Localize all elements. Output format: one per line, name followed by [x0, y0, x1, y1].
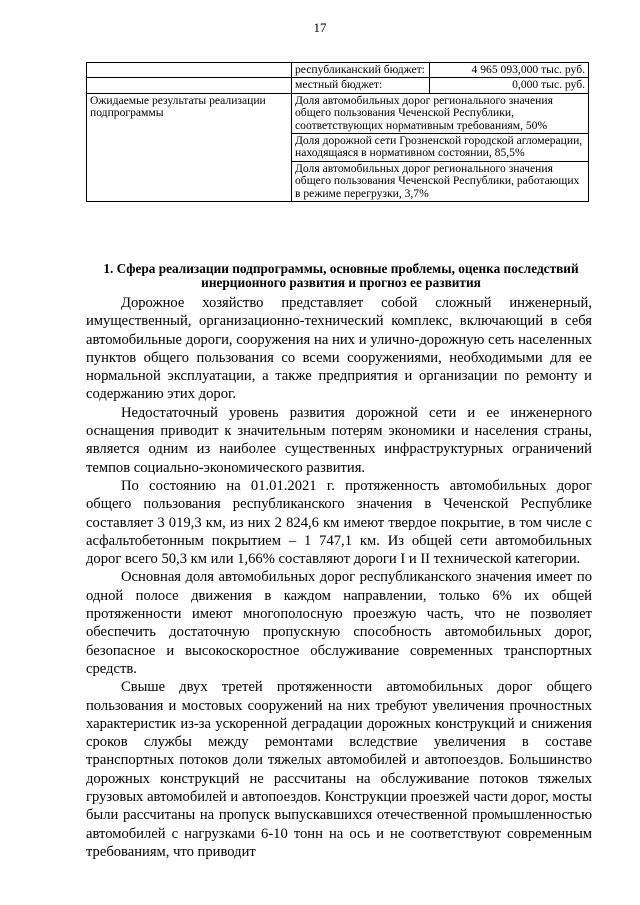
table-row — [87, 78, 589, 93]
funding-source: местный бюджет: — [292, 78, 430, 93]
paragraph: По состоянию на 01.01.2021 г. протяженность автомобильных дорог общего пользования республиканского значения в Чеченской Республике составляет 3 019,3 км, из них 2 824,6 км имеют твердое покрытие, в том числе с асфальтобетонным покрытием – 1 747,1 км. Из общей сети автомобильных дорог всего 50,3 км или 1,66% составляют дороги I и II технической категории. — [86, 477, 592, 568]
page-number: 17 — [313, 20, 327, 35]
section-title: 1. Сфера реализации подпрограммы, основные проблемы, оценка последствий инерционного развития и прогноз ее развития — [103, 261, 579, 290]
paragraph: Дорожное хозяйство представляет собой сложный инженерный, имущественный, организационно-технический комплекс, включающий в себя автомобильные дороги, сооружения на них и улично-дорожную сеть населенных пунктов общего пользования со всеми сооружениями, необходимыми для ее нормальной эксплуатации, а также предприятия и организации по ремонту и содержанию этих дорог. — [86, 295, 592, 403]
table-cell-empty — [87, 63, 292, 78]
funding-source: республиканский бюджет: — [292, 63, 430, 78]
body-text — [86, 294, 592, 861]
expected-result: Доля автомобильных дорог регионального значения общего пользования Чеченской Республики, соответствующих нормативным требованиям, 50% — [292, 93, 589, 133]
funding-amount: 0,000 тыс. руб. — [430, 78, 589, 93]
funding-amount: 4 965 093,000 тыс. руб. — [430, 63, 589, 78]
paragraph: Недостаточный уровень развития дорожной сети и ее инженерного оснащения приводит к значительным потерям экономики и населения страны, является одним из наиболее существенных инфраструктурных ограничений темпов социально-экономического развития. — [86, 404, 592, 476]
expected-result: Доля автомобильных дорог регионального значения общего пользования Чеченской Республики, работающих в режиме перегрузки, 3,7% — [292, 161, 589, 201]
table-cell-empty — [87, 78, 292, 93]
table-row — [87, 63, 589, 78]
expected-result: Доля дорожной сети Грозненской городской агломерации, находящаяся в нормативном состоянии, 85,5% — [292, 134, 589, 162]
expected-results-label: Ожидаемые результаты реализации подпрограммы — [87, 93, 292, 201]
funding-table — [86, 62, 589, 202]
paragraph: Свыше двух третей протяженности автомобильных дорог общего пользования и мостовых сооружений на них требуют увеличения прочностных характеристик из-за ускоренной деградации дорожных конструкций и снижения сроков службы между ремонтами вследствие увеличения в составе транспортных потоков доли тяжелых автомобилей и автопоездов. Большинство дорожных конструкций не рассчитаны на обслуживание потоков тяжелых грузовых автомобилей и автопоездов. Конструкции проезжей части дорог, мосты были рассчитаны на пропуск выпускавшихся отечественной промышленностью автомобилей с нагрузками 6-10 тонн на ось и не соответствуют современным требованиям, что приводит — [86, 679, 592, 860]
paragraph: Основная доля автомобильных дорог республиканского значения имеет по одной полосе движения в каждом направлении, только 6% их общей протяженности имеют многополосную проезжую часть, что не позволяет обеспечить достаточную пропускную способность автомобильных дорог, безопасное и высокоскоростное обслуживание современных транспортных средств. — [86, 569, 592, 677]
table-row — [87, 93, 589, 133]
